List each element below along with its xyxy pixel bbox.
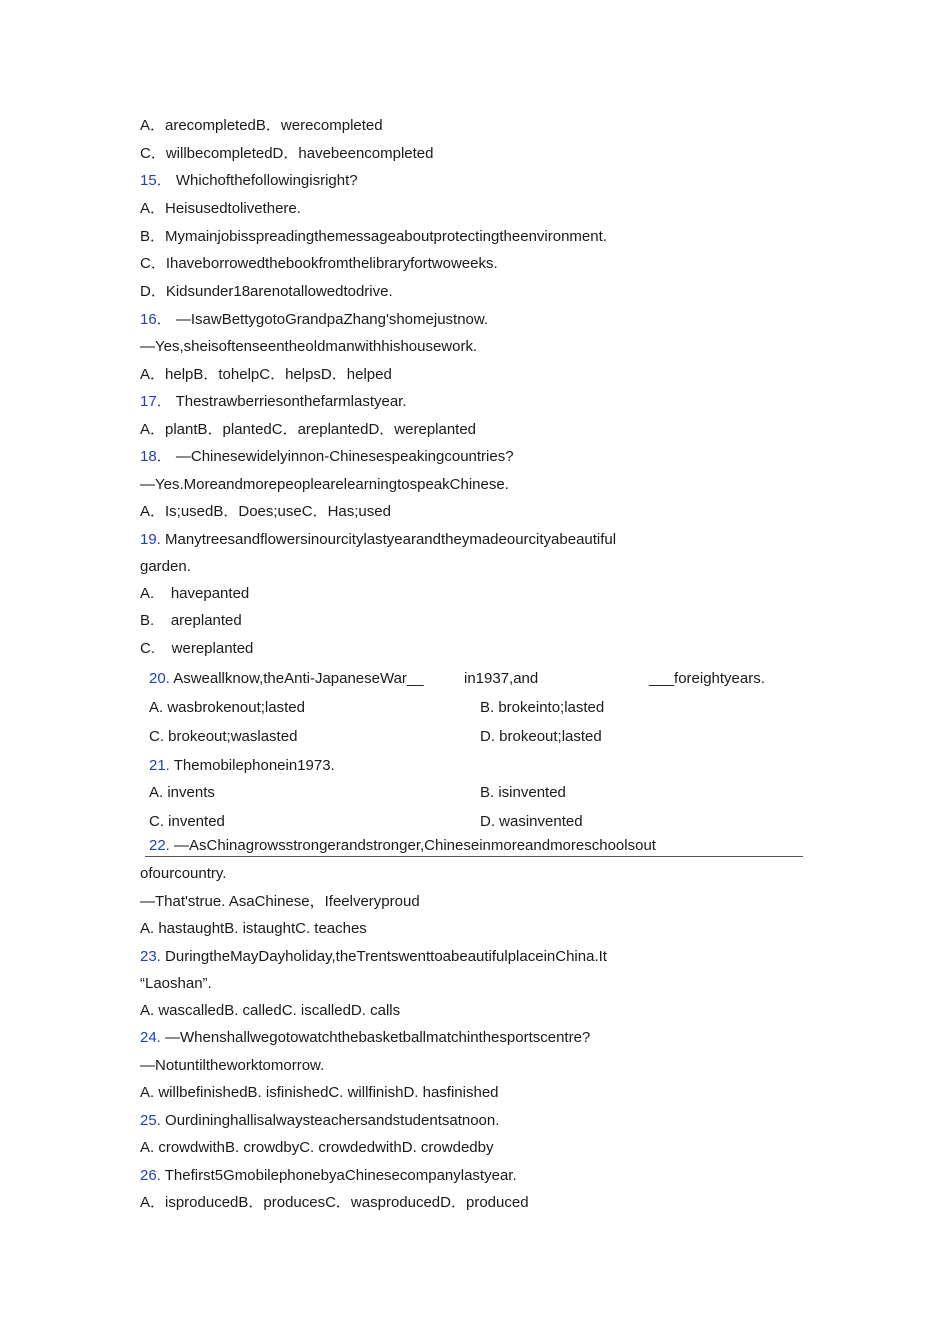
options-line: A．helpB．tohelpC．helpsD．helped	[140, 366, 392, 383]
option-d: D. wasinvented	[480, 813, 583, 830]
option-d: D．Kidsunder18arenotallowedtodrive.	[140, 283, 393, 300]
options-line: A．isproducedB．producesC．wasproducedD．produced	[140, 1194, 529, 1211]
question-26	[140, 1166, 517, 1186]
question-text: —AsChinagrowsstrongerandstronger,Chineseinmoreandmoreschoolsout	[169, 837, 656, 854]
question-number: 24.	[140, 1029, 161, 1046]
question-16	[140, 310, 488, 330]
dialogue-reply: —Notuntiltheworktomorrow.	[140, 1057, 325, 1074]
options-line: A．Is;usedB．Does;useC．Has;used	[140, 503, 391, 520]
options-line: A. hastaughtB. istaughtC. teaches	[140, 920, 367, 937]
question-number: 19.	[140, 531, 161, 548]
question-text: Ourdininghallisalwaysteachersandstudentsatnoon.	[160, 1112, 500, 1129]
question-continuation: “Laoshan”.	[140, 975, 212, 992]
question-number: 15．	[140, 172, 172, 189]
question-23	[140, 947, 607, 967]
option-b: B．Mymainjobisspreadingthemessageaboutprotectingtheenvironment.	[140, 228, 607, 245]
option-b: B. brokeinto;lasted	[480, 699, 605, 716]
question-number: 22.	[149, 837, 170, 854]
question-number: 21.	[149, 757, 170, 774]
question-text: —Chinesewidelyinnon-Chinesespeakingcountries?	[171, 448, 514, 465]
option-a: A. invents	[149, 784, 215, 801]
option-c: C. invented	[149, 813, 225, 830]
question-15	[140, 171, 358, 191]
dialogue-reply: —Yes.MoreandmorepeoplearelearningtospeakChinese.	[140, 476, 509, 493]
question-continuation: ofourcountry.	[140, 865, 227, 882]
question-text: —Whenshallwegotowatchthebasketballmatchinthesportscentre?	[160, 1029, 591, 1046]
option-line: C．willbecompletedD．havebeencompleted	[140, 145, 434, 162]
question-number: 26.	[140, 1167, 161, 1184]
option-a: A. wasbrokenout;lasted	[149, 699, 305, 716]
question-text: Asweallknow,theAnti-JapaneseWar__	[169, 670, 424, 687]
options-line: A. crowdwithB. crowdbyC. crowdedwithD. crowdedby	[140, 1139, 494, 1156]
question-25	[140, 1111, 499, 1131]
question-text: Thestrawberriesonthefarmlastyear.	[171, 393, 407, 410]
question-20	[149, 669, 424, 689]
question-text: Whichofthefollowingisright?	[171, 172, 358, 189]
question-number: 18．	[140, 448, 172, 465]
question-number: 25.	[140, 1112, 161, 1129]
options-line: A. wascalledB. calledC. iscalledD. calls	[140, 1002, 401, 1019]
option-c: C．Ihaveborrowedthebookfromthelibraryfortwoweeks.	[140, 255, 498, 272]
option-b: B. areplanted	[140, 612, 242, 629]
options-line: A．plantB．plantedC．areplantedD．wereplanted	[140, 421, 477, 438]
option-d: D. brokeout;lasted	[480, 728, 602, 745]
question-text-end: ___foreightyears.	[649, 670, 765, 687]
question-18	[140, 447, 514, 467]
question-number: 17．	[140, 393, 172, 410]
dialogue-reply: —That'strue. AsaChinese，Ifeelveryproud	[140, 893, 420, 910]
question-24	[140, 1028, 590, 1048]
option-a: A．Heisusedtolivethere.	[140, 200, 301, 217]
option-line: A．arecompletedB．werecompleted	[140, 117, 383, 134]
option-a: A. havepanted	[140, 585, 250, 602]
options-line: A. willbefinishedB. isfinishedC. willfinishD. hasfinished	[140, 1084, 499, 1101]
question-text: Themobilephonein1973.	[169, 757, 335, 774]
option-c: C. brokeout;waslasted	[149, 728, 298, 745]
question-text: DuringtheMayDayholiday,theTrentswenttoabeautifulplaceinChina.It	[160, 948, 607, 965]
question-number: 23.	[140, 948, 161, 965]
question-number: 16．	[140, 311, 172, 328]
table-rule-divider	[145, 856, 803, 857]
question-number: 20.	[149, 670, 170, 687]
dialogue-reply: —Yes,sheisoftenseentheoldmanwithhishousework.	[140, 338, 478, 355]
question-text-middle: in1937,and	[464, 670, 539, 687]
question-text: Thefirst5GmobilephonebyaChinesecompanylastyear.	[160, 1167, 517, 1184]
question-text: —IsawBettygotoGrandpaZhang'shomejustnow.	[171, 311, 489, 328]
option-b: B. isinvented	[480, 784, 566, 801]
question-21	[149, 756, 335, 776]
question-22	[149, 836, 656, 856]
question-19	[140, 530, 616, 550]
question-text: Manytreesandflowersinourcitylastyearandtheymadeourcityabeautiful	[160, 531, 617, 548]
question-continuation: garden.	[140, 558, 191, 575]
option-c: C. wereplanted	[140, 640, 254, 657]
question-17	[140, 392, 407, 412]
